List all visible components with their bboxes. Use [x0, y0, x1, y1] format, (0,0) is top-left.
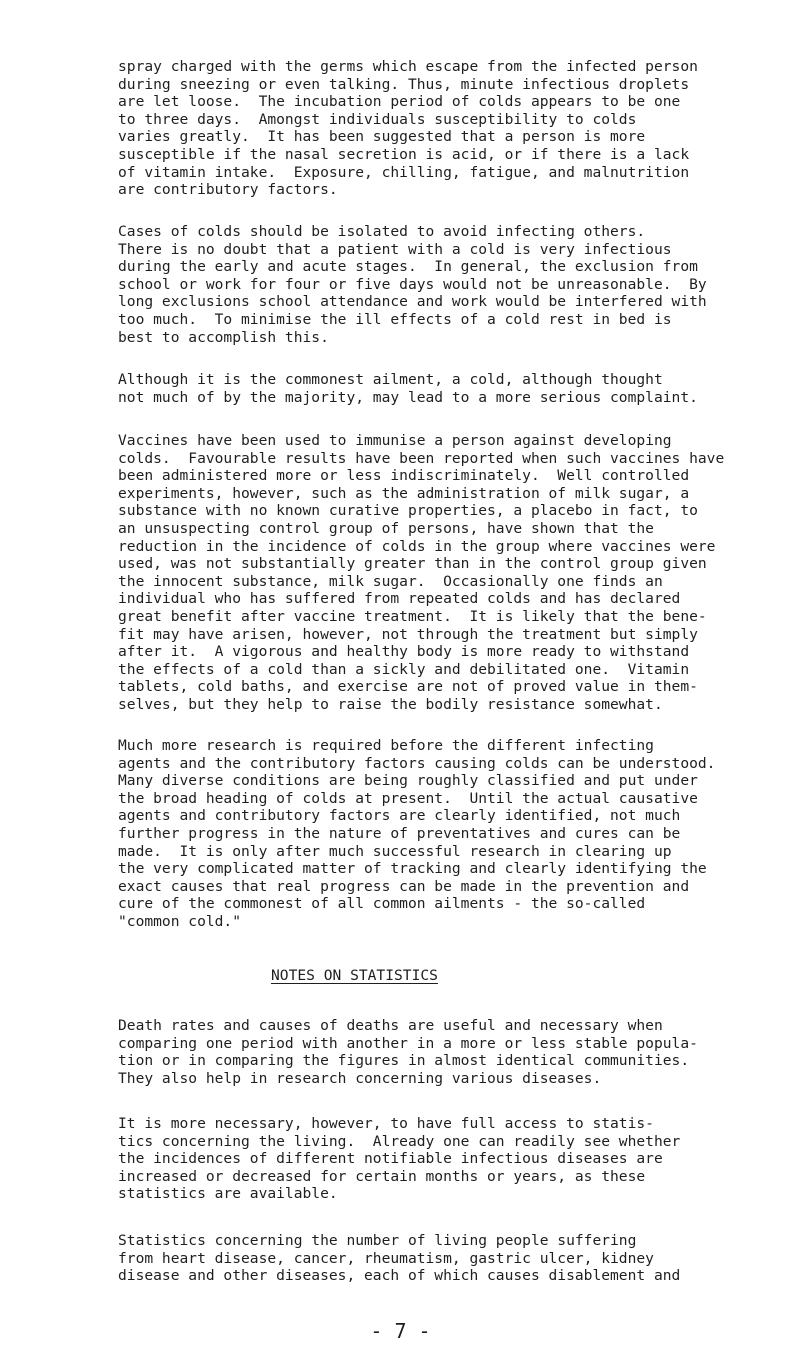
text-line: during sneezing or even talking. Thus, minute infectious droplets [118, 75, 690, 93]
text-line: experiments, however, such as the administration of milk sugar, a [118, 484, 690, 502]
text-line: exact causes that real progress can be made in the prevention and [118, 877, 690, 895]
text-line: best to accomplish this. [118, 328, 329, 346]
paragraph-death-rates [118, 1017, 718, 1087]
text-line: Death rates and causes of deaths are useful and necessary when [118, 1017, 663, 1034]
text-line: the broad heading of colds at present. Until the actual causative [118, 789, 698, 807]
text-line: reduction in the incidence of colds in the group where vaccines were [118, 537, 716, 555]
text-line: the very complicated matter of tracking and clearly identifying the [118, 860, 707, 878]
text-line: Cases of colds should be isolated to avoid infecting others. [118, 223, 646, 240]
text-line: statistics are available. [118, 1185, 338, 1203]
text-line: There is no doubt that a patient with a cold is very infectious [118, 240, 672, 258]
text-line: an unsuspecting control group of persons, have shown that the [118, 519, 654, 537]
paragraph-isolation [118, 223, 718, 346]
text-line: tion or in comparing the figures in almost identical communities. [118, 1052, 690, 1070]
paragraph-vaccines [118, 432, 725, 714]
text-line: are contributory factors. [118, 181, 338, 199]
text-line: individual who has suffered from repeated colds and has declared [118, 590, 681, 608]
text-line: disease and other diseases, each of which causes disablement and [118, 1267, 681, 1285]
text-line: fit may have arisen, however, not through the treatment but simply [118, 625, 698, 643]
text-line: after it. A vigorous and healthy body is more ready to withstand [118, 643, 690, 661]
text-line: long exclusions school attendance and work would be interfered with [118, 293, 707, 311]
paragraph-research [118, 737, 718, 931]
paragraph-living-statistics [118, 1115, 718, 1203]
paragraph-commonest-ailment [118, 371, 718, 406]
text-line: to three days. Amongst individuals susceptibility to colds [118, 110, 637, 128]
text-line: Statistics concerning the number of living people suffering [118, 1232, 637, 1249]
text-line: the effects of a cold than a sickly and debilitated one. Vitamin [118, 660, 690, 678]
text-line: during the early and acute stages. In general, the exclusion from [118, 258, 698, 276]
text-line: agents and the contributory factors causing colds can be understood. [118, 754, 716, 772]
text-line: substance with no known curative properties, a placebo in fact, to [118, 502, 698, 520]
text-line: from heart disease, cancer, rheumatism, gastric ulcer, kidney [118, 1249, 654, 1267]
text-line: increased or decreased for certain months or years, as these [118, 1167, 646, 1185]
text-line: too much. To minimise the ill effects of a cold rest in bed is [118, 310, 672, 328]
text-line: colds. Favourable results have been reported when such vaccines have [118, 449, 725, 467]
text-line: comparing one period with another in a more or less stable popula- [118, 1034, 698, 1052]
text-line: are let loose. The incubation period of colds appears to be one [118, 93, 681, 111]
text-line: been administered more or less indiscriminately. Well controlled [118, 467, 690, 485]
text-line: school or work for four or five days would not be unreasonable. By [118, 275, 707, 293]
text-line: the incidences of different notifiable infectious diseases are [118, 1150, 663, 1168]
text-line: They also help in research concerning various diseases. [118, 1069, 602, 1087]
text-line: agents and contributory factors are clearly identified, not much [118, 807, 681, 825]
page-number: - 7 - [370, 1319, 431, 1343]
text-line: of vitamin intake. Exposure, chilling, fatigue, and malnutrition [118, 163, 690, 181]
text-line: spray charged with the germs which escape from the infected person [118, 58, 698, 75]
text-line: further progress in the nature of preventatives and cures can be [118, 824, 681, 842]
text-line: cure of the commonest of all common ailments - the so-called [118, 895, 646, 913]
text-line: Many diverse conditions are being roughly classified and put under [118, 772, 698, 790]
paragraph-disease-statistics [118, 1232, 718, 1285]
paragraph-colds-transmission [118, 58, 718, 199]
text-line: tics concerning the living. Already one can readily see whether [118, 1132, 681, 1150]
text-line: Although it is the commonest ailment, a cold, although thought [118, 371, 663, 388]
text-line: made. It is only after much successful research in clearing up [118, 842, 672, 860]
text-line: selves, but they help to raise the bodily resistance somewhat. [118, 695, 663, 713]
text-line: Much more research is required before the different infecting [118, 737, 654, 754]
text-line: susceptible if the nasal secretion is acid, or if there is a lack [118, 145, 690, 163]
text-line: the innocent substance, milk sugar. Occasionally one finds an [118, 572, 663, 590]
text-line: varies greatly. It has been suggested that a person is more [118, 128, 646, 146]
text-line: used, was not substantially greater than in the control group given [118, 555, 707, 573]
text-line: not much of by the majority, may lead to a more serious complaint. [118, 388, 698, 406]
text-line: great benefit after vaccine treatment. It is likely that the bene- [118, 607, 707, 625]
text-line: tablets, cold baths, and exercise are not of proved value in them- [118, 678, 698, 696]
text-line: It is more necessary, however, to have full access to statis- [118, 1115, 654, 1132]
text-line: "common cold." [118, 912, 242, 930]
text-line: Vaccines have been used to immunise a person against developing [118, 432, 672, 449]
section-heading-statistics: NOTES ON STATISTICS [271, 967, 438, 984]
